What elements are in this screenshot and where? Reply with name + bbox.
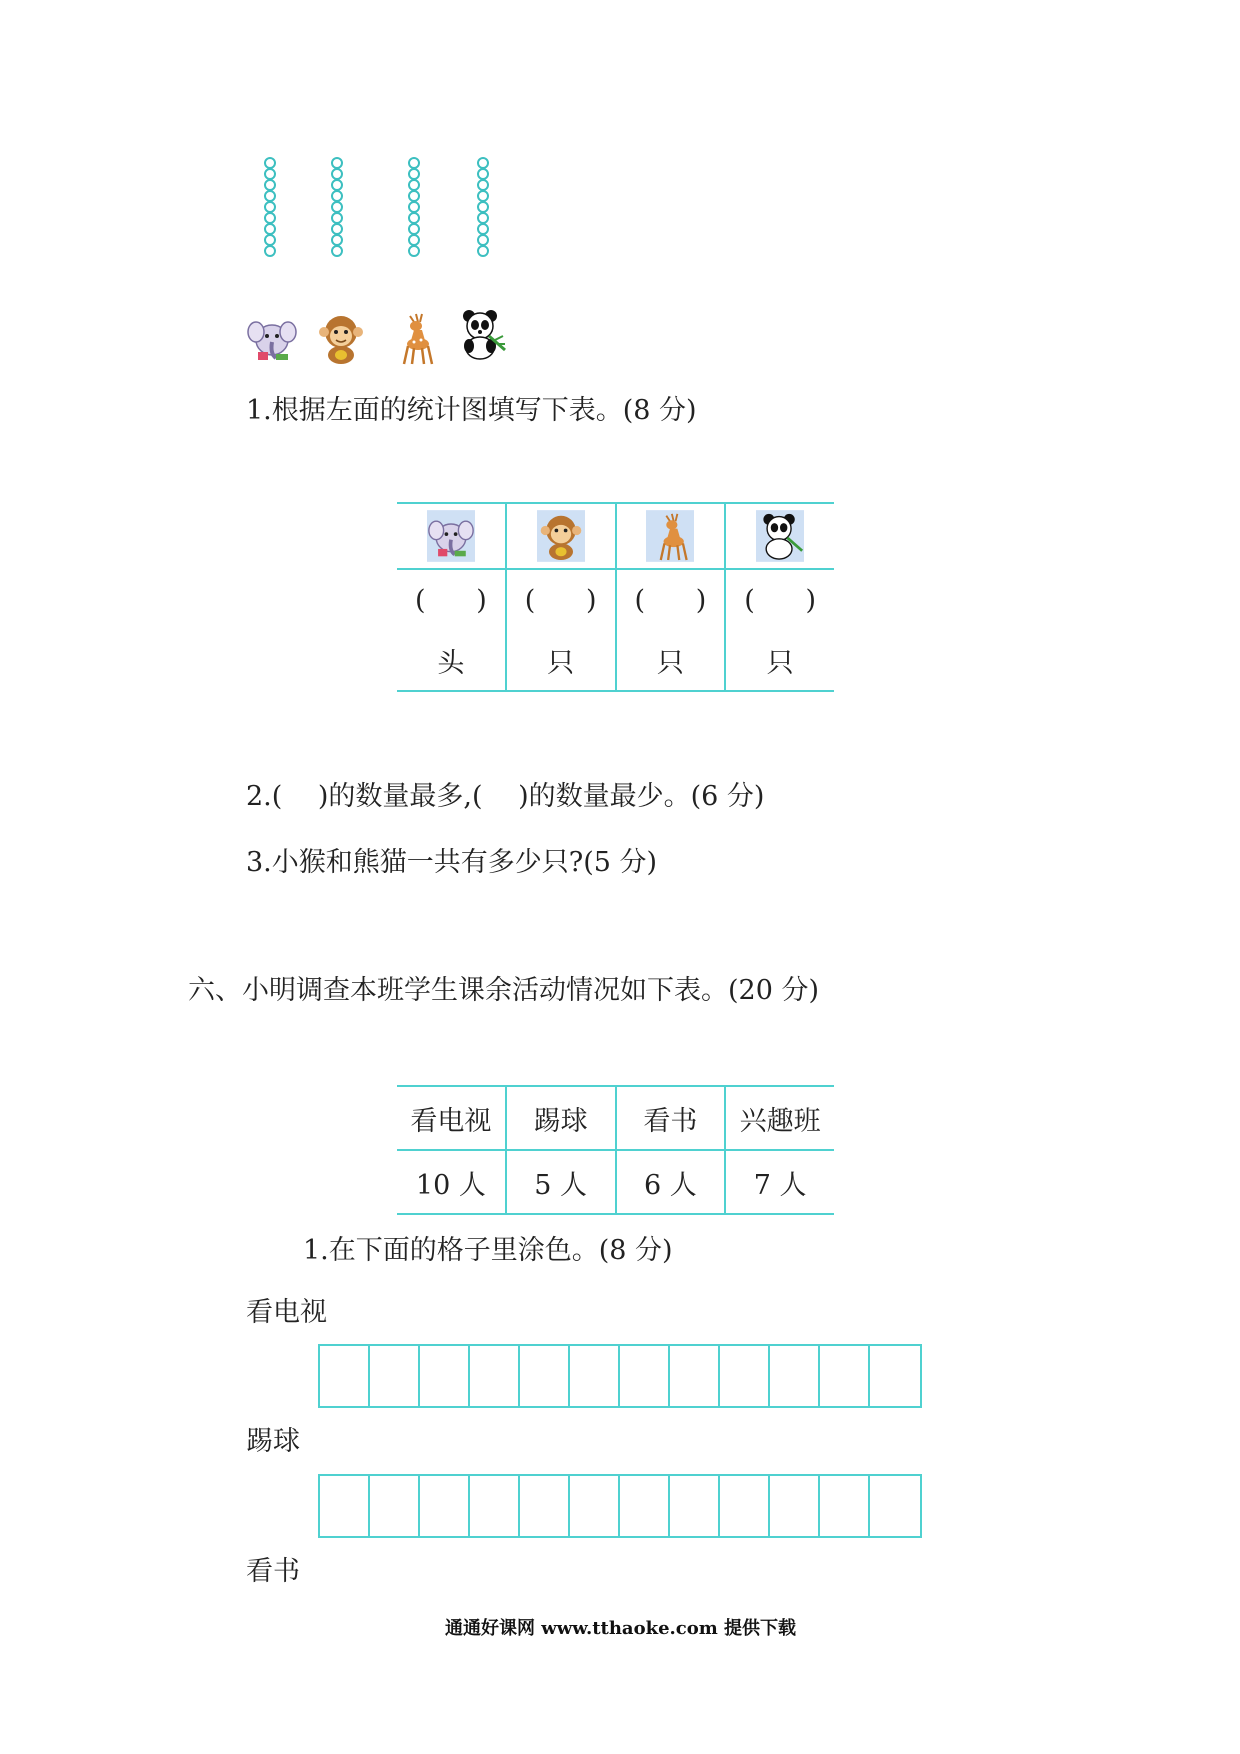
activity-table (397, 1085, 834, 1215)
bead-column-elephant (263, 157, 283, 256)
grid-cell[interactable] (870, 1476, 920, 1536)
color-grid-football (318, 1474, 922, 1538)
grid-cell[interactable] (520, 1346, 570, 1406)
answer-cell[interactable]: ( ) (397, 569, 506, 631)
grid-label-tv: 看电视 (246, 1297, 327, 1328)
bead-column-monkey (330, 157, 350, 256)
table-cell: 5 人 (506, 1150, 616, 1214)
unit-cell: 头 (397, 631, 506, 691)
grid-cell[interactable] (770, 1346, 820, 1406)
grid-cell[interactable] (670, 1346, 720, 1406)
bead-column-panda (476, 157, 496, 256)
question-6-1: 1.在下面的格子里涂色。(8 分) (303, 1235, 673, 1266)
grid-cell[interactable] (370, 1476, 420, 1536)
section-6-title: 六、小明调查本班学生课余活动情况如下表。(20 分) (188, 975, 820, 1006)
table-cell: 10 人 (397, 1150, 506, 1214)
grid-label-football: 踢球 (246, 1426, 300, 1457)
grid-cell[interactable] (470, 1476, 520, 1536)
footer: 通通好课网 www.tthaoke.com 提供下载 (445, 1618, 797, 1639)
deer-icon (388, 310, 440, 366)
answer-cell[interactable]: ( ) (725, 569, 834, 631)
grid-cell[interactable] (320, 1476, 370, 1536)
grid-cell[interactable] (370, 1346, 420, 1406)
grid-cell[interactable] (570, 1476, 620, 1536)
table-cell: 7 人 (725, 1150, 834, 1214)
table-header-monkey (506, 503, 616, 569)
question-3: 3.小猴和熊猫一共有多少只?(5 分) (246, 847, 658, 878)
grid-cell[interactable] (720, 1346, 770, 1406)
question-2: 2.( )的数量最多,( )的数量最少。(6 分) (246, 781, 765, 812)
monkey-icon (315, 310, 367, 366)
bead (264, 245, 276, 257)
table-header: 踢球 (506, 1086, 616, 1150)
question-1: 1.根据左面的统计图填写下表。(8 分) (246, 395, 697, 426)
elephant-icon (246, 310, 298, 366)
grid-cell[interactable] (570, 1346, 620, 1406)
monkey-icon (537, 510, 585, 562)
unit-cell: 只 (506, 631, 616, 691)
bead-column-deer (407, 157, 427, 256)
color-grid-tv (318, 1344, 922, 1408)
bead (331, 245, 343, 257)
table-header: 看电视 (397, 1086, 506, 1150)
grid-cell[interactable] (670, 1476, 720, 1536)
grid-cell[interactable] (470, 1346, 520, 1406)
bead (408, 245, 420, 257)
grid-label-reading: 看书 (246, 1556, 300, 1587)
grid-cell[interactable] (820, 1476, 870, 1536)
grid-cell[interactable] (770, 1476, 820, 1536)
table-header: 兴趣班 (725, 1086, 834, 1150)
table-header-elephant (397, 503, 506, 569)
panda-icon (455, 306, 507, 362)
grid-cell[interactable] (820, 1346, 870, 1406)
table-header-panda (725, 503, 834, 569)
grid-cell[interactable] (420, 1346, 470, 1406)
grid-cell[interactable] (620, 1476, 670, 1536)
grid-cell[interactable] (870, 1346, 920, 1406)
answer-cell[interactable]: ( ) (616, 569, 726, 631)
grid-cell[interactable] (620, 1346, 670, 1406)
answer-cell[interactable]: ( ) (506, 569, 616, 631)
unit-cell: 只 (616, 631, 726, 691)
grid-cell[interactable] (320, 1346, 370, 1406)
table-header-deer (616, 503, 726, 569)
unit-cell: 只 (725, 631, 834, 691)
grid-cell[interactable] (720, 1476, 770, 1536)
elephant-icon (427, 510, 475, 562)
animal-count-table (397, 502, 834, 692)
bead (477, 245, 489, 257)
deer-icon (646, 510, 694, 562)
table-header: 看书 (616, 1086, 726, 1150)
table-cell: 6 人 (616, 1150, 726, 1214)
panda-icon (756, 510, 804, 562)
grid-cell[interactable] (420, 1476, 470, 1536)
grid-cell[interactable] (520, 1476, 570, 1536)
